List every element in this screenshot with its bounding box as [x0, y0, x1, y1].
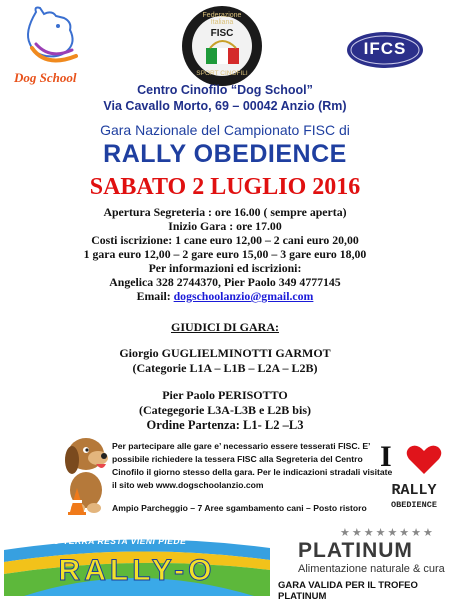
event-title: Gara Nazionale del Campionato FISC di	[100, 122, 350, 138]
info-secretary-hours: Apertura Segreteria : ore 16.00 ( sempre aperta)	[103, 205, 347, 219]
i-love-rally-word: RALLY	[391, 482, 437, 499]
event-date: SABATO 2 LUGLIO 2016	[89, 174, 361, 200]
judge-1-categories: (Categorie L1A – L1B – L2A – L2B)	[132, 361, 318, 375]
i-love-obedience-word: OBEDIENCE	[391, 500, 437, 510]
fisc-logo-top-text: Federazione Italiana	[202, 12, 242, 26]
organizer-address: Via Cavallo Morto, 69 – 00042 Anzio (Rm)	[103, 99, 347, 113]
judge-2	[0, 388, 450, 418]
dog-school-logo-text: Dog School	[14, 70, 77, 85]
fisc-logo-center-text: FISC	[210, 28, 234, 39]
info-block	[0, 205, 450, 303]
start-order: Ordine Partenza: L1- L2 –L3	[146, 418, 304, 432]
judges-title: GIUDICI DI GARA:	[170, 320, 279, 334]
judge-1	[0, 346, 450, 376]
i-love-letter: I	[380, 440, 392, 473]
fisc-logo-bottom-text: SPORT CINOFILI	[196, 70, 248, 77]
rally-o-logo-text: RALLY-O	[58, 554, 216, 587]
event-discipline: RALLY OBEDIENCE	[103, 140, 347, 168]
email-link[interactable]: dogschoolanzio@gmail.com	[173, 289, 314, 303]
judge-2-categories: (Categegorie L3A-L3B e L2B bis)	[139, 403, 311, 417]
judge-1-name: Giorgio GUGLIELMINOTTI GARMOT	[119, 346, 331, 360]
email-label: Email:	[136, 289, 171, 303]
ifcs-logo	[345, 30, 425, 70]
info-contacts-label: Per informazioni ed iscrizioni:	[148, 261, 302, 275]
info-contacts-phones: Angelica 328 2744370, Pier Paolo 349 4777145	[109, 275, 341, 289]
judge-2-name: Pier Paolo PERISOTTO	[162, 388, 288, 402]
organizer-name: Centro Cinofilo “Dog School”	[137, 83, 313, 97]
platinum-trophy-note: GARA VALIDA PER IL TROFEO PLATINUM	[278, 580, 418, 602]
rally-o-banner	[4, 530, 270, 596]
rally-o-commands: SEDUTO TERRA RESTA VIENI PIEDE	[22, 536, 187, 546]
platinum-stars: ★★★★★★★★	[340, 527, 435, 539]
parking-notice: Ampio Parcheggio – 7 Aree sgambamento cani – Posto ristoro	[112, 503, 367, 513]
info-dog-costs: Costi iscrizione: 1 cane euro 12,00 – 2 cani euro 20,00	[91, 233, 359, 247]
traffic-cone-icon	[66, 486, 88, 516]
info-start-time: Inizio Gara : ore 17.00	[168, 219, 282, 233]
info-race-costs: 1 gara euro 12,00 – 2 gare euro 15,00 – 3 gare euro 18,00	[83, 247, 367, 261]
platinum-brand-name: PLATINUM	[298, 539, 413, 562]
i-love-rally-logo	[380, 440, 448, 518]
dog-school-logo	[6, 4, 98, 94]
platinum-tagline: Alimentazione naturale & cura	[298, 563, 445, 575]
heart-icon	[406, 444, 442, 476]
fisc-logo	[180, 4, 264, 88]
participation-notice: Per partecipare alle gare e’ necessario essere tesserati FISC. E’ possibile richiedere la tessera FISC alla Segreteria del Centro Cinofilo il giorno stesso della gara. Per le indicazioni stradali visitate il sito web www.dogschoolanzio.com	[112, 441, 393, 490]
ifcs-logo-text: IFCS	[363, 39, 407, 58]
info-email-row	[0, 289, 450, 303]
